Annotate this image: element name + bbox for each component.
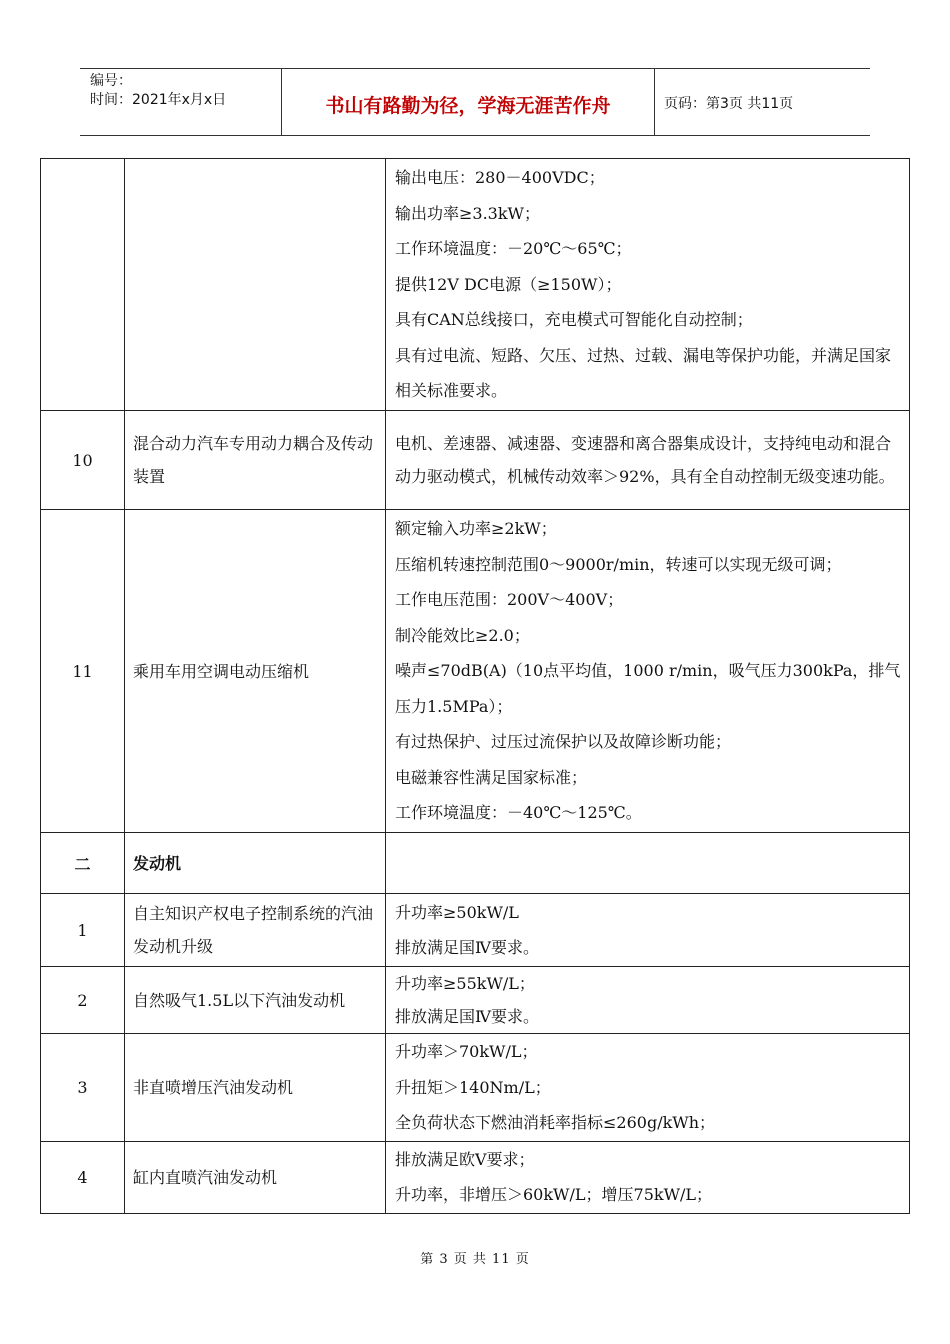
header-divider [654, 69, 655, 135]
header-page-number: 页码：第3页 共11页 [664, 96, 794, 112]
item-name: 非直喷增压汽油发动机 [125, 1034, 386, 1142]
spec-line: 额定输入功率≥2kW； [395, 519, 557, 539]
header-motto: 书山有路勤为径，学海无涯苦作舟 [325, 95, 611, 117]
page-header [80, 68, 870, 136]
item-spec [386, 411, 910, 510]
spec-line: 有过热保护、过压过流保护以及故障诊断功能； [395, 732, 732, 752]
spec-line: 升扭矩＞140Nm/L； [395, 1077, 551, 1097]
section-number: 二 [41, 833, 125, 894]
document-time-label: 时间：2021年x月x日 [90, 92, 227, 108]
item-name: 自主知识产权电子控制系统的汽油发动机升级 [125, 894, 386, 967]
spec-line: 升功率≥50kW/L [395, 902, 519, 922]
item-spec [386, 1034, 910, 1142]
item-spec [386, 159, 910, 411]
row-number: 2 [41, 967, 125, 1034]
row-number [41, 159, 125, 411]
section-spec-empty [386, 833, 910, 894]
spec-line: 电机、差速器、减速器、变速器和离合器集成设计，支持纯电动和混合动力驱动模式，机械传动效率＞92%，具有全自动控制无级变速功能。 [395, 434, 895, 486]
item-spec [386, 894, 910, 967]
section-row [41, 833, 910, 894]
table-row [41, 967, 910, 1034]
spec-line: 制冷能效比≥2.0； [395, 625, 530, 645]
spec-line: 工作环境温度：－20℃～65℃； [395, 239, 632, 259]
document-number-label: 编号： [90, 73, 132, 89]
header-meta [90, 72, 280, 110]
row-number: 1 [41, 894, 125, 967]
item-spec [386, 510, 910, 833]
spec-line: 具有CAN总线接口，充电模式可智能化自动控制； [395, 310, 753, 330]
spec-line: 升功率＞70kW/L； [395, 1042, 538, 1061]
spec-line: 升功率，非增压＞60kW/L；增压75kW/L； [395, 1185, 713, 1204]
table-row [41, 1034, 910, 1142]
page-footer: 第 3 页 共 11 页 [420, 1252, 530, 1267]
table-row [41, 159, 910, 411]
row-number: 4 [41, 1141, 125, 1213]
item-name: 缸内直喷汽油发动机 [125, 1141, 386, 1213]
item-name: 混合动力汽车专用动力耦合及传动装置 [125, 411, 386, 510]
item-spec [386, 967, 910, 1034]
spec-line: 噪声≤70dB(A)（10点平均值，1000 r/min，吸气压力300kPa，排气压力1.5MPa）； [395, 661, 901, 716]
row-number: 11 [41, 510, 125, 833]
item-name: 乘用车用空调电动压缩机 [125, 510, 386, 833]
spec-line: 具有过电流、短路、欠压、过热、过载、漏电等保护功能，并满足国家相关标准要求。 [395, 345, 892, 401]
spec-line: 输出功率≥3.3kW； [395, 203, 540, 223]
spec-line: 排放满足国Ⅳ要求。 [395, 1007, 539, 1026]
item-name [125, 159, 386, 411]
spec-table [40, 158, 910, 1214]
spec-line: 升功率≥55kW/L； [395, 974, 535, 993]
spec-line: 电磁兼容性满足国家标准； [395, 767, 588, 787]
table-row [41, 510, 910, 833]
spec-line: 排放满足国Ⅳ要求。 [395, 938, 539, 957]
spec-line: 提供12V DC电源（≥150W）； [395, 274, 622, 294]
spec-line: 输出电压：280－400VDC； [395, 168, 605, 188]
table-row [41, 894, 910, 967]
section-title: 发动机 [125, 833, 386, 894]
spec-line: 工作环境温度：－40℃～125℃。 [395, 803, 642, 823]
spec-line: 工作电压范围：200V～400V； [395, 590, 624, 610]
table-row [41, 411, 910, 510]
spec-line: 全负荷状态下燃油消耗率指标≤260g/kWh； [395, 1113, 716, 1132]
spec-line: 排放满足欧Ⅴ要求； [395, 1149, 535, 1169]
row-number: 3 [41, 1034, 125, 1142]
row-number: 10 [41, 411, 125, 510]
item-name: 自然吸气1.5L以下汽油发动机 [125, 967, 386, 1034]
table-row [41, 1141, 910, 1213]
spec-line: 压缩机转速控制范围0～9000r/min，转速可以实现无级可调； [395, 554, 842, 574]
item-spec [386, 1141, 910, 1213]
